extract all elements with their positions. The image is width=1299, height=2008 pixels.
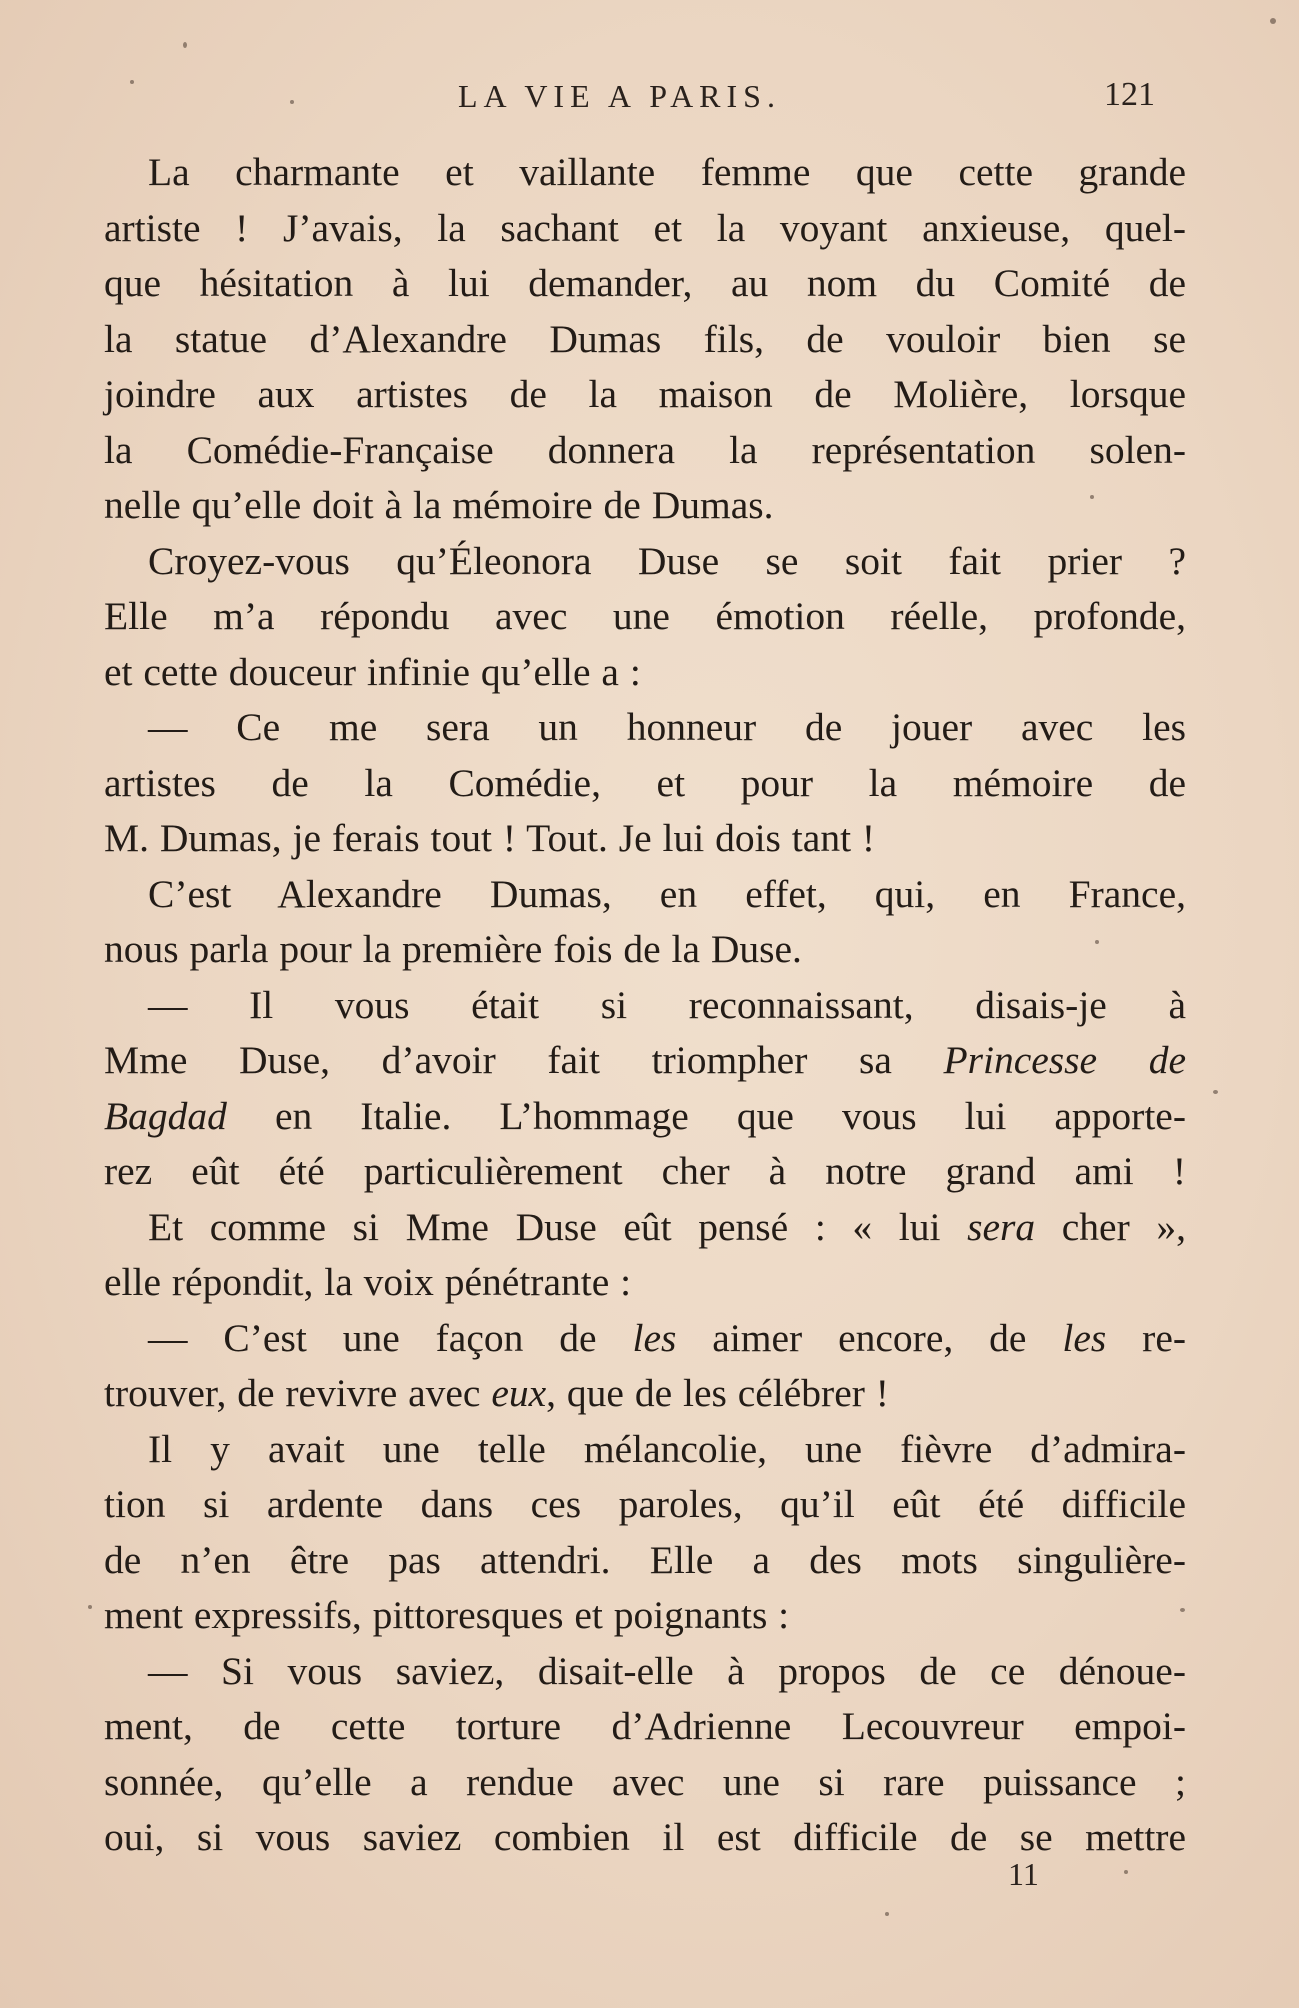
text-line: ment expressifs, pittoresques et poignants : xyxy=(104,1593,790,1637)
text-line: tion si ardente dans ces paroles, qu’il eût été difficile xyxy=(104,1482,1186,1526)
paper-speck xyxy=(1213,1090,1218,1094)
body-text xyxy=(104,145,1186,1866)
text-line: rez eût été particulièrement cher à notre grand ami ! xyxy=(104,1149,1186,1193)
text-line: artistes de la Comédie, et pour la mémoire de xyxy=(104,760,1186,805)
text-line: M. Dumas, je ferais tout ! Tout. Je lui dois tant ! xyxy=(104,816,876,860)
paper-speck xyxy=(130,80,134,84)
text-line: de n’en être pas attendri. Elle a des mots singulière- xyxy=(104,1537,1186,1582)
text-line: Elle m’a répondu avec une émotion réelle, profonde, xyxy=(104,594,1186,638)
text-line: sonnée, qu’elle a rendue avec une si rare puissance ; xyxy=(104,1759,1186,1804)
text-line: joindre aux artistes de la maison de Molière, lorsque xyxy=(104,372,1186,416)
text-line: elle répondit, la voix pénétrante : xyxy=(104,1260,632,1304)
text-line: — Il vous était si reconnaissant, disais-je à xyxy=(148,982,1186,1027)
signature-mark: 11 xyxy=(1008,1856,1039,1892)
text-line: oui, si vous saviez combien il est difficile de se mettre xyxy=(104,1815,1186,1859)
text-line: artiste ! J’avais, la sachant et la voyant anxieuse, quel- xyxy=(104,205,1186,250)
text-line: que hésitation à lui demander, au nom du Comité de xyxy=(104,261,1186,305)
paper-speck xyxy=(885,1912,889,1916)
paper-speck xyxy=(1270,18,1276,24)
page-number: 121 xyxy=(1104,76,1155,113)
paper-speck xyxy=(1095,940,1099,944)
text-line: Bagdad en Italie. L’hommage que vous lui apporte- xyxy=(104,1093,1186,1138)
text-line: Mme Duse, d’avoir fait triompher sa Princesse de xyxy=(104,1038,1186,1082)
running-title: LA VIE A PARIS. xyxy=(458,78,781,114)
paper-speck xyxy=(1124,1870,1128,1874)
paper-speck xyxy=(1180,1608,1185,1612)
text-line: — Si vous saviez, disait-elle à propos de ce dénoue- xyxy=(148,1648,1186,1693)
paper-speck xyxy=(88,1605,92,1609)
text-line: — Ce me sera un honneur de jouer avec les xyxy=(148,705,1186,749)
text-line: ment, de cette torture d’Adrienne Lecouvreur empoi- xyxy=(104,1704,1186,1748)
text-line: La charmante et vaillante femme que cette grande xyxy=(148,150,1186,194)
paper-speck xyxy=(1090,495,1094,499)
text-line: Il y avait une telle mélancolie, une fièvre d’admira- xyxy=(148,1426,1186,1471)
text-line: la statue d’Alexandre Dumas fils, de vouloir bien se xyxy=(104,316,1186,361)
text-line: Croyez-vous qu’Éleonora Duse se soit fait prier ? xyxy=(148,538,1186,583)
text-line: nous parla pour la première fois de la Duse. xyxy=(104,927,802,971)
text-line: la Comédie-Française donnera la représentation solen- xyxy=(104,427,1186,472)
paper-speck xyxy=(183,42,187,48)
text-line: Et comme si Mme Duse eût pensé : « lui sera cher », xyxy=(148,1204,1186,1249)
paper-speck xyxy=(290,100,294,104)
text-line: nelle qu’elle doit à la mémoire de Dumas. xyxy=(104,483,774,527)
page-header xyxy=(0,78,1299,128)
text-line: C’est Alexandre Dumas, en effet, qui, en France, xyxy=(148,871,1186,916)
text-line: trouver, de revivre avec eux, que de les célébrer ! xyxy=(104,1371,889,1415)
text-line: et cette douceur infinie qu’elle a : xyxy=(104,649,641,694)
text-line: — C’est une façon de les aimer encore, de les re- xyxy=(148,1315,1187,1360)
